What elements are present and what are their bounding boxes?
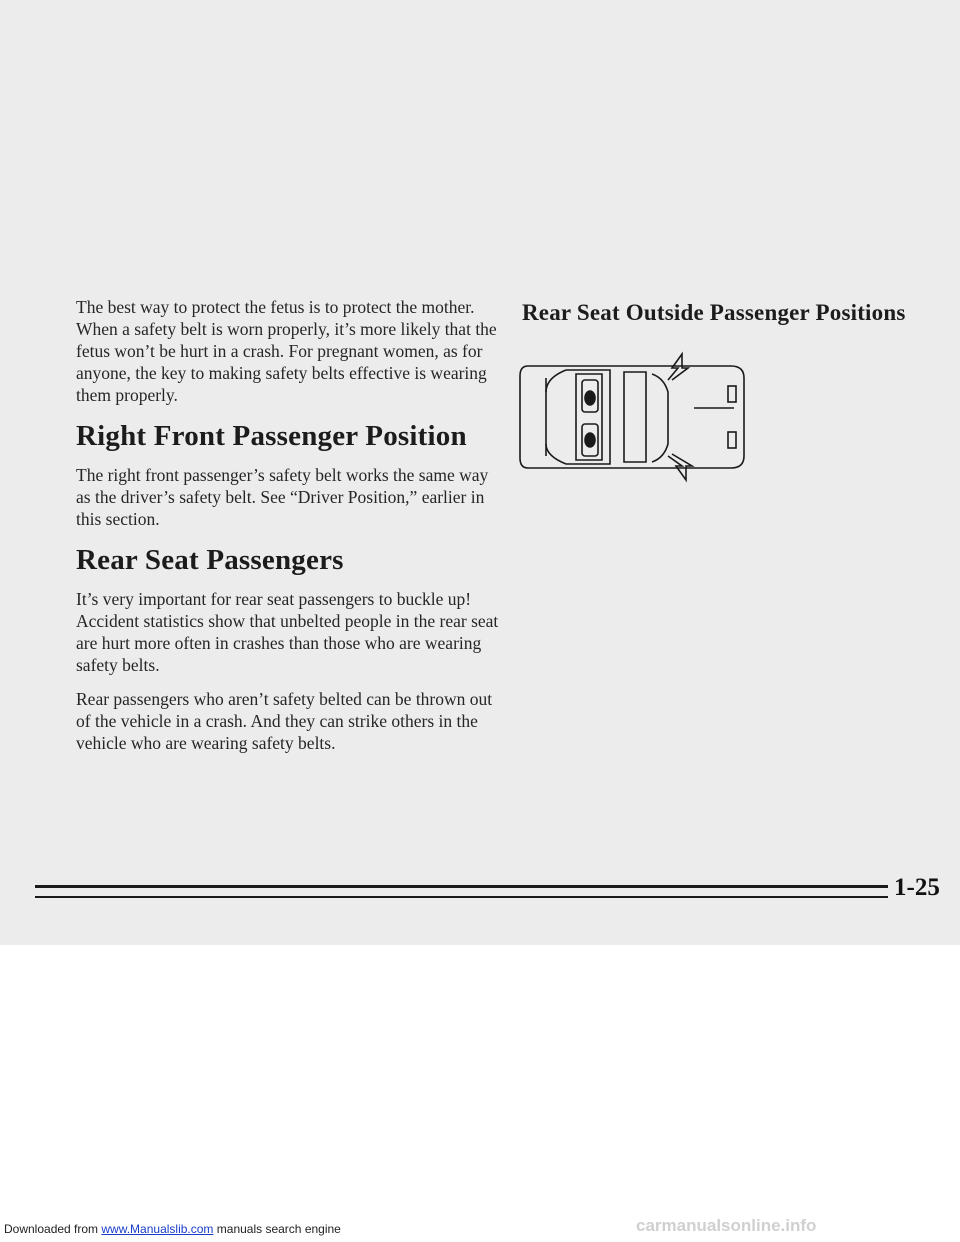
- footer-rule-thick: [35, 885, 888, 888]
- right-column: [522, 296, 942, 493]
- section-heading-rear-seat: Rear Seat Passengers: [76, 544, 344, 576]
- rear-seat-paragraph-2: Rear passengers who aren’t safety belted can be thrown out of the vehicle in a crash. And they can strike others in the vehicle who are wearing safety belts.: [76, 689, 493, 753]
- intro-paragraph: The best way to protect the fetus is to protect the mother. When a safety belt is worn properly, it’s more likely that the fetus won’t be hurt in a crash. For pregnant women, as for anyone, the key to making safety belts effective is wearing them properly.: [76, 297, 497, 405]
- watermark-text: carmanualsonline.info: [636, 1216, 817, 1235]
- footer-suffix: manuals search engine: [213, 1222, 341, 1236]
- manualslib-link[interactable]: www.Manualslib.com: [101, 1222, 214, 1236]
- footer-prefix: Downloaded from: [4, 1222, 102, 1236]
- right-front-paragraph: The right front passenger’s safety belt works the same way as the driver’s safety belt. See “Driver Position,” earlier in this section.: [76, 465, 489, 529]
- download-footer: [4, 1222, 341, 1236]
- left-column: [76, 296, 506, 766]
- rear-seat-paragraph-1: It’s very important for rear seat passengers to buckle up! Accident statistics show that unbelted people in the rear seat are hurt more often in crashes than those who are wearing safety belts.: [76, 589, 499, 675]
- vehicle-top-view-icon: [506, 348, 942, 493]
- page-number: 1-25: [894, 874, 940, 901]
- footer-rule-thin: [35, 896, 888, 898]
- section-heading-right-front: Right Front Passenger Position: [76, 420, 467, 452]
- rear-outside-heading: Rear Seat Outside Passenger Positions: [522, 300, 906, 325]
